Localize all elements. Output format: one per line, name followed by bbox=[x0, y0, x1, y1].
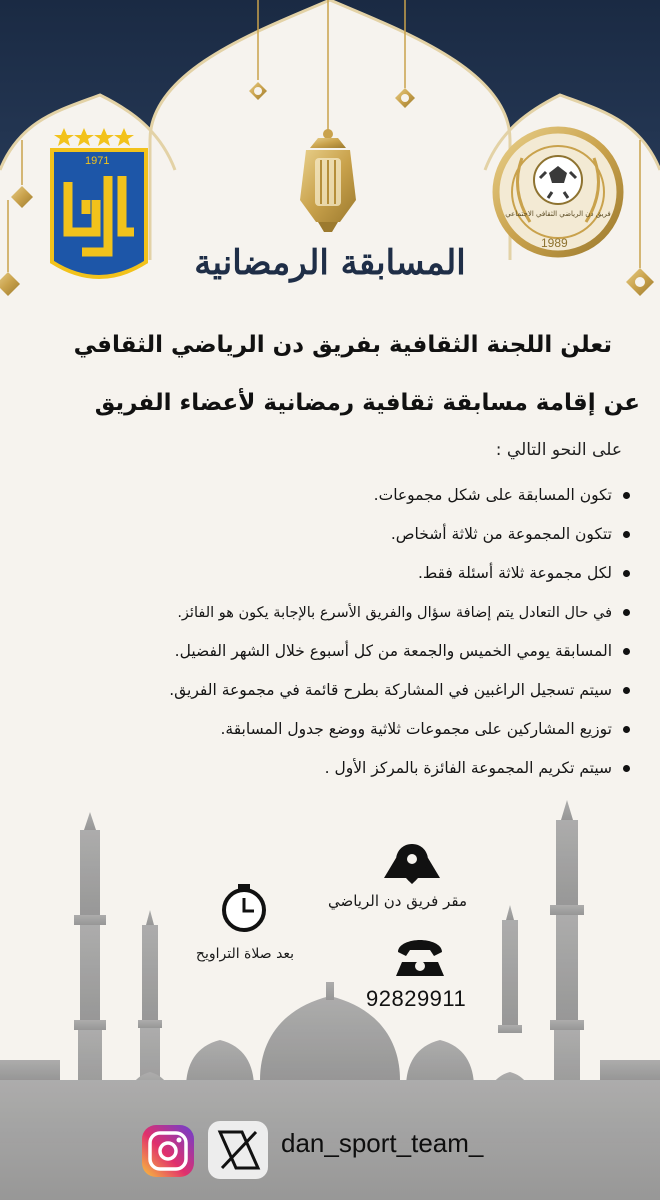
instagram-icon bbox=[142, 1125, 194, 1177]
bullet bbox=[623, 765, 630, 772]
bullet bbox=[623, 687, 630, 694]
rules-intro: على النحو التالي : bbox=[495, 440, 622, 460]
rule-text: سيتم تكريم المجموعة الفائزة بالمركز الأول . bbox=[324, 759, 612, 777]
right-logo-year: 1989 bbox=[541, 236, 568, 250]
rule-text: في حال التعادل يتم إضافة سؤال والفريق الأسرع بالإجابة يكون هو الفائز. bbox=[177, 605, 612, 621]
bullet bbox=[623, 609, 630, 616]
left-logo-year: 1971 bbox=[85, 155, 110, 167]
rule-text: تتكون المجموعة من ثلاثة أشخاص. bbox=[390, 525, 612, 543]
page-title: المسابقة الرمضانية bbox=[194, 243, 466, 283]
bullet bbox=[623, 492, 630, 499]
rules-list bbox=[50, 476, 630, 788]
rule-item bbox=[50, 515, 630, 554]
bullet bbox=[623, 726, 630, 733]
rule-text: سيتم تسجيل الراغبين في المشاركة بطرح قائمة في مجموعة الفريق. bbox=[169, 681, 612, 699]
rule-item bbox=[50, 476, 630, 515]
phone-number: 92829911 bbox=[366, 986, 467, 1011]
time-text: بعد صلاة التراويح bbox=[195, 946, 295, 962]
rule-text: المسابقة يومي الخميس والجمعة من كل أسبوع خلال الشهر الفضيل. bbox=[174, 642, 612, 660]
headline-line-1: تعلن اللجنة الثقافية بفريق دن الرياضي الثقافي bbox=[73, 332, 612, 358]
rule-item bbox=[50, 593, 630, 632]
headline-line-2: عن إقامة مسابقة ثقافية رمضانية لأعضاء الفريق bbox=[94, 390, 640, 416]
rule-text: لكل مجموعة ثلاثة أسئلة فقط. bbox=[417, 564, 612, 582]
bullet bbox=[623, 648, 630, 655]
rule-item bbox=[50, 554, 630, 593]
x-icon bbox=[208, 1121, 268, 1179]
bullet bbox=[623, 531, 630, 538]
location-text: مقر فريق دن الرياضي bbox=[327, 892, 468, 910]
rule-item bbox=[50, 749, 630, 788]
right-logo-text: فريق دن الرياضي الثقافي الاجتماعي bbox=[505, 210, 611, 218]
rule-item bbox=[50, 710, 630, 749]
bullet bbox=[623, 570, 630, 577]
rule-item bbox=[50, 671, 630, 710]
rule-text: تكون المسابقة على شكل مجموعات. bbox=[373, 486, 612, 504]
rule-text: توزيع المشاركين على مجموعات ثلاثية ووضع جدول المسابقة. bbox=[220, 720, 612, 738]
rule-item bbox=[50, 632, 630, 671]
social-handle[interactable]: dan_sport_team_ bbox=[281, 1128, 484, 1158]
